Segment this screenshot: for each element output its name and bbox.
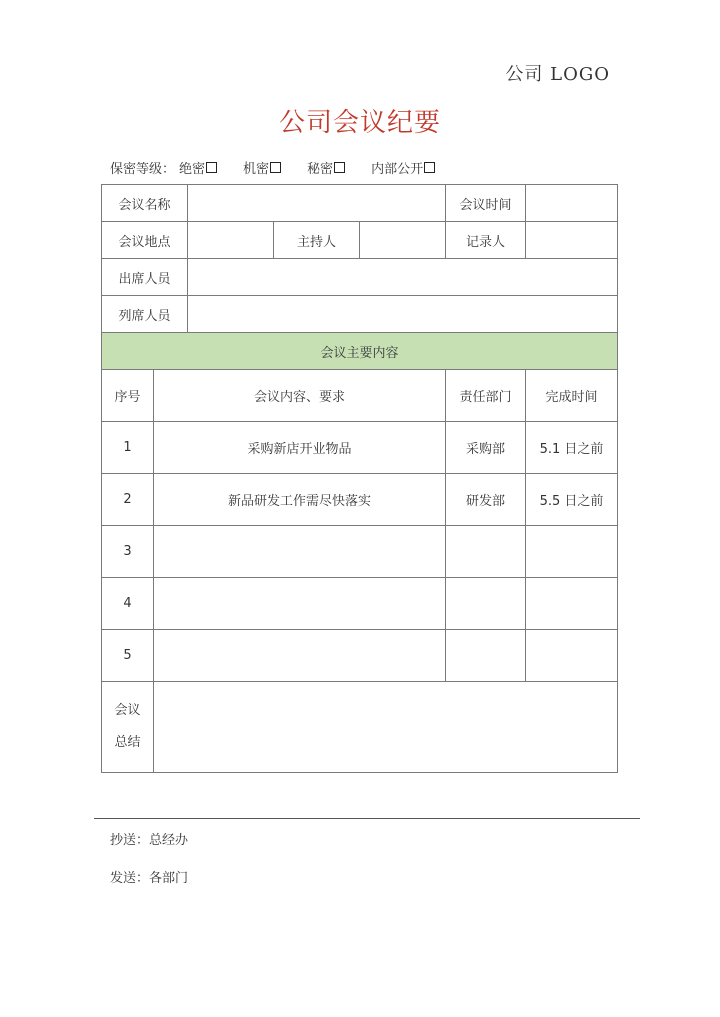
row-deadline[interactable] <box>526 630 618 682</box>
row-deadline[interactable] <box>526 526 618 578</box>
observers-row <box>102 296 618 333</box>
table-row <box>102 422 618 474</box>
row-content[interactable]: 采购新店开业物品 <box>154 422 446 474</box>
host-field[interactable] <box>360 222 446 259</box>
confidentiality-level <box>110 158 435 177</box>
send-line: 发送：各部门 <box>110 871 189 886</box>
row-dept[interactable] <box>446 630 526 682</box>
option-label: 绝密 <box>179 162 206 177</box>
column-header-deadline: 完成时间 <box>526 370 618 422</box>
row-content[interactable]: 新品研发工作需尽快落实 <box>154 474 446 526</box>
column-header-row <box>102 370 618 422</box>
row-dept[interactable]: 采购部 <box>446 422 526 474</box>
checkbox-icon[interactable] <box>206 162 217 173</box>
recorder-label: 记录人 <box>446 222 526 259</box>
row-content[interactable] <box>154 630 446 682</box>
table-row <box>102 526 618 578</box>
row-dept[interactable]: 研发部 <box>446 474 526 526</box>
row-content[interactable] <box>154 578 446 630</box>
observers-field[interactable] <box>188 296 618 333</box>
checkbox-icon[interactable] <box>334 162 345 173</box>
attendees-row <box>102 259 618 296</box>
attendees-field[interactable] <box>188 259 618 296</box>
meeting-time-field[interactable] <box>526 185 618 222</box>
location-label: 会议地点 <box>102 222 188 259</box>
summary-label-line: 会议 <box>114 703 141 718</box>
meeting-minutes-table <box>101 184 618 773</box>
section-title: 会议主要内容 <box>102 333 618 370</box>
location-row <box>102 222 618 259</box>
summary-label <box>102 682 154 773</box>
location-field[interactable] <box>188 222 274 259</box>
row-content[interactable] <box>154 526 446 578</box>
row-deadline[interactable] <box>526 578 618 630</box>
recorder-field[interactable] <box>526 222 618 259</box>
cc-line: 抄送：总经办 <box>110 833 189 848</box>
row-number: 2 <box>102 474 154 526</box>
row-number: 5 <box>102 630 154 682</box>
meeting-name-label: 会议名称 <box>102 185 188 222</box>
row-deadline[interactable]: 5.5 日之前 <box>526 474 618 526</box>
row-number: 3 <box>102 526 154 578</box>
confidentiality-label: 保密等级： <box>110 162 176 177</box>
option-label: 秘密 <box>307 162 334 177</box>
column-header-no: 序号 <box>102 370 154 422</box>
row-number: 4 <box>102 578 154 630</box>
row-dept[interactable] <box>446 526 526 578</box>
summary-label-line: 总结 <box>114 735 141 750</box>
table-row <box>102 474 618 526</box>
column-header-content: 会议内容、要求 <box>154 370 446 422</box>
option-top-secret[interactable] <box>179 158 217 177</box>
meeting-name-field[interactable] <box>188 185 446 222</box>
option-confidential[interactable] <box>243 158 281 177</box>
row-number: 1 <box>102 422 154 474</box>
host-label: 主持人 <box>274 222 360 259</box>
checkbox-icon[interactable] <box>270 162 281 173</box>
row-deadline[interactable]: 5.1 日之前 <box>526 422 618 474</box>
company-logo-text: 公司 LOGO <box>505 64 610 85</box>
option-secret[interactable] <box>307 158 345 177</box>
column-header-dept: 责任部门 <box>446 370 526 422</box>
observers-label: 列席人员 <box>102 296 188 333</box>
option-label: 内部公开 <box>371 162 424 177</box>
row-dept[interactable] <box>446 578 526 630</box>
divider-line <box>94 818 640 819</box>
table-row <box>102 578 618 630</box>
meeting-time-label: 会议时间 <box>446 185 526 222</box>
option-internal[interactable] <box>371 158 435 177</box>
summary-field[interactable] <box>154 682 618 773</box>
attendees-label: 出席人员 <box>102 259 188 296</box>
section-header-row <box>102 333 618 370</box>
table-row <box>102 630 618 682</box>
document-title: 公司会议纪要 <box>278 108 441 138</box>
summary-row <box>102 682 618 773</box>
checkbox-icon[interactable] <box>424 162 435 173</box>
meeting-name-row <box>102 185 618 222</box>
option-label: 机密 <box>243 162 270 177</box>
